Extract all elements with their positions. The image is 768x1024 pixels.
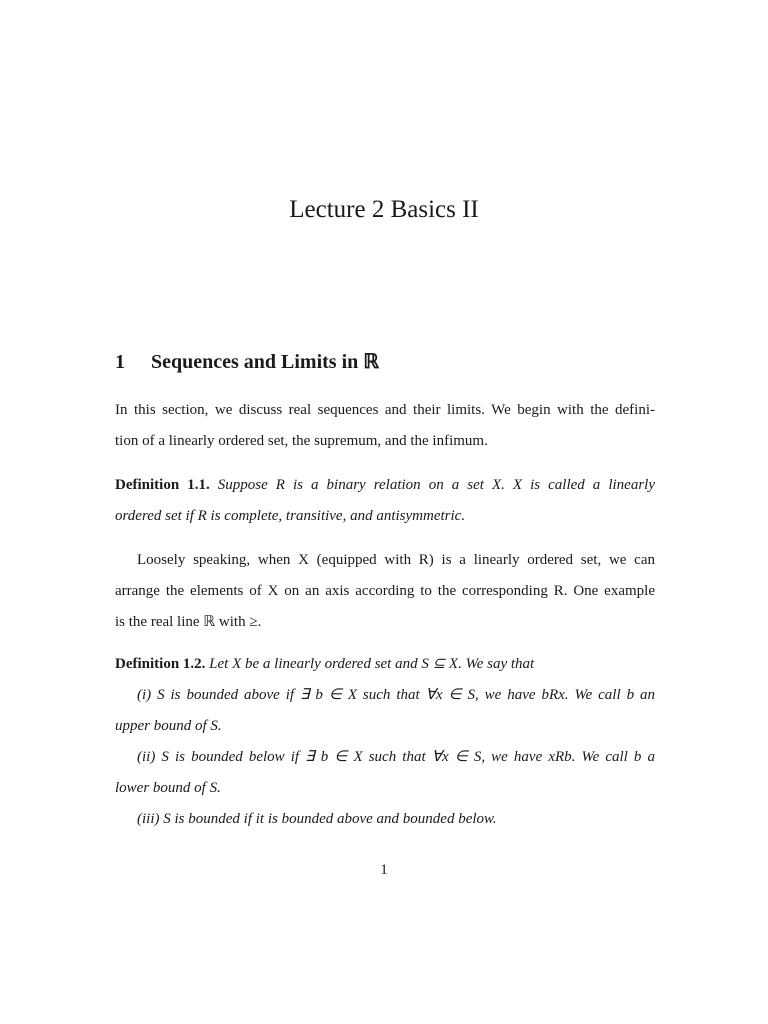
lecture-title: Lecture 2 Basics II (289, 196, 479, 223)
definition-1-1-line-1 (115, 470, 655, 501)
section-number: 1 (115, 351, 125, 373)
remark-line-3: is the real line ℝ with ≥. (115, 614, 262, 630)
item-ii-line-1: (ii) S is bounded below if ∃ b ∈ X such that ∀x ∈ S, we have xRb. We call b a (137, 749, 655, 765)
section-title: Sequences and Limits in ℝ (151, 351, 380, 373)
definition-1-2-intro: Let X be a linearly ordered set and S ⊆ X. We say that (209, 656, 535, 672)
remark-line-1: Loosely speaking, when X (equipped with R) is a linearly ordered set, we can (137, 552, 655, 568)
definition-1-1-text: Suppose R is a binary relation on a set X. X is called a linearly (217, 477, 655, 493)
item-i-line-1: (i) S is bounded above if ∃ b ∈ X such that ∀x ∈ S, we have bRx. We call b an (137, 687, 655, 703)
item-ii-line-2: lower bound of S. (115, 780, 221, 796)
intro-paragraph (115, 395, 655, 457)
remark-line-2: arrange the elements of X on an axis according to the corresponding R. One example (115, 583, 655, 599)
page-number: 1 (380, 862, 388, 878)
definition-1-1 (115, 470, 655, 532)
definition-1-2-label: Definition 1.2. (115, 656, 206, 672)
definition-1-1-label: Definition 1.1. (115, 477, 210, 493)
item-i-line-2: upper bound of S. (115, 718, 222, 734)
item-iii-line: (iii) S is bounded if it is bounded above and bounded below. (137, 811, 497, 827)
intro-line-2: tion of a linearly ordered set, the supremum, and the infimum. (115, 433, 488, 449)
definition-1-2-line-1 (115, 649, 655, 680)
intro-line-1: In this section, we discuss real sequences and their limits. We begin with the defini- (115, 402, 655, 418)
remark-paragraph (115, 545, 655, 638)
definition-1-2 (115, 649, 655, 835)
section-heading (115, 349, 379, 374)
definition-1-1-line-2: ordered set if R is complete, transitive, and antisymmetric. (115, 508, 466, 524)
